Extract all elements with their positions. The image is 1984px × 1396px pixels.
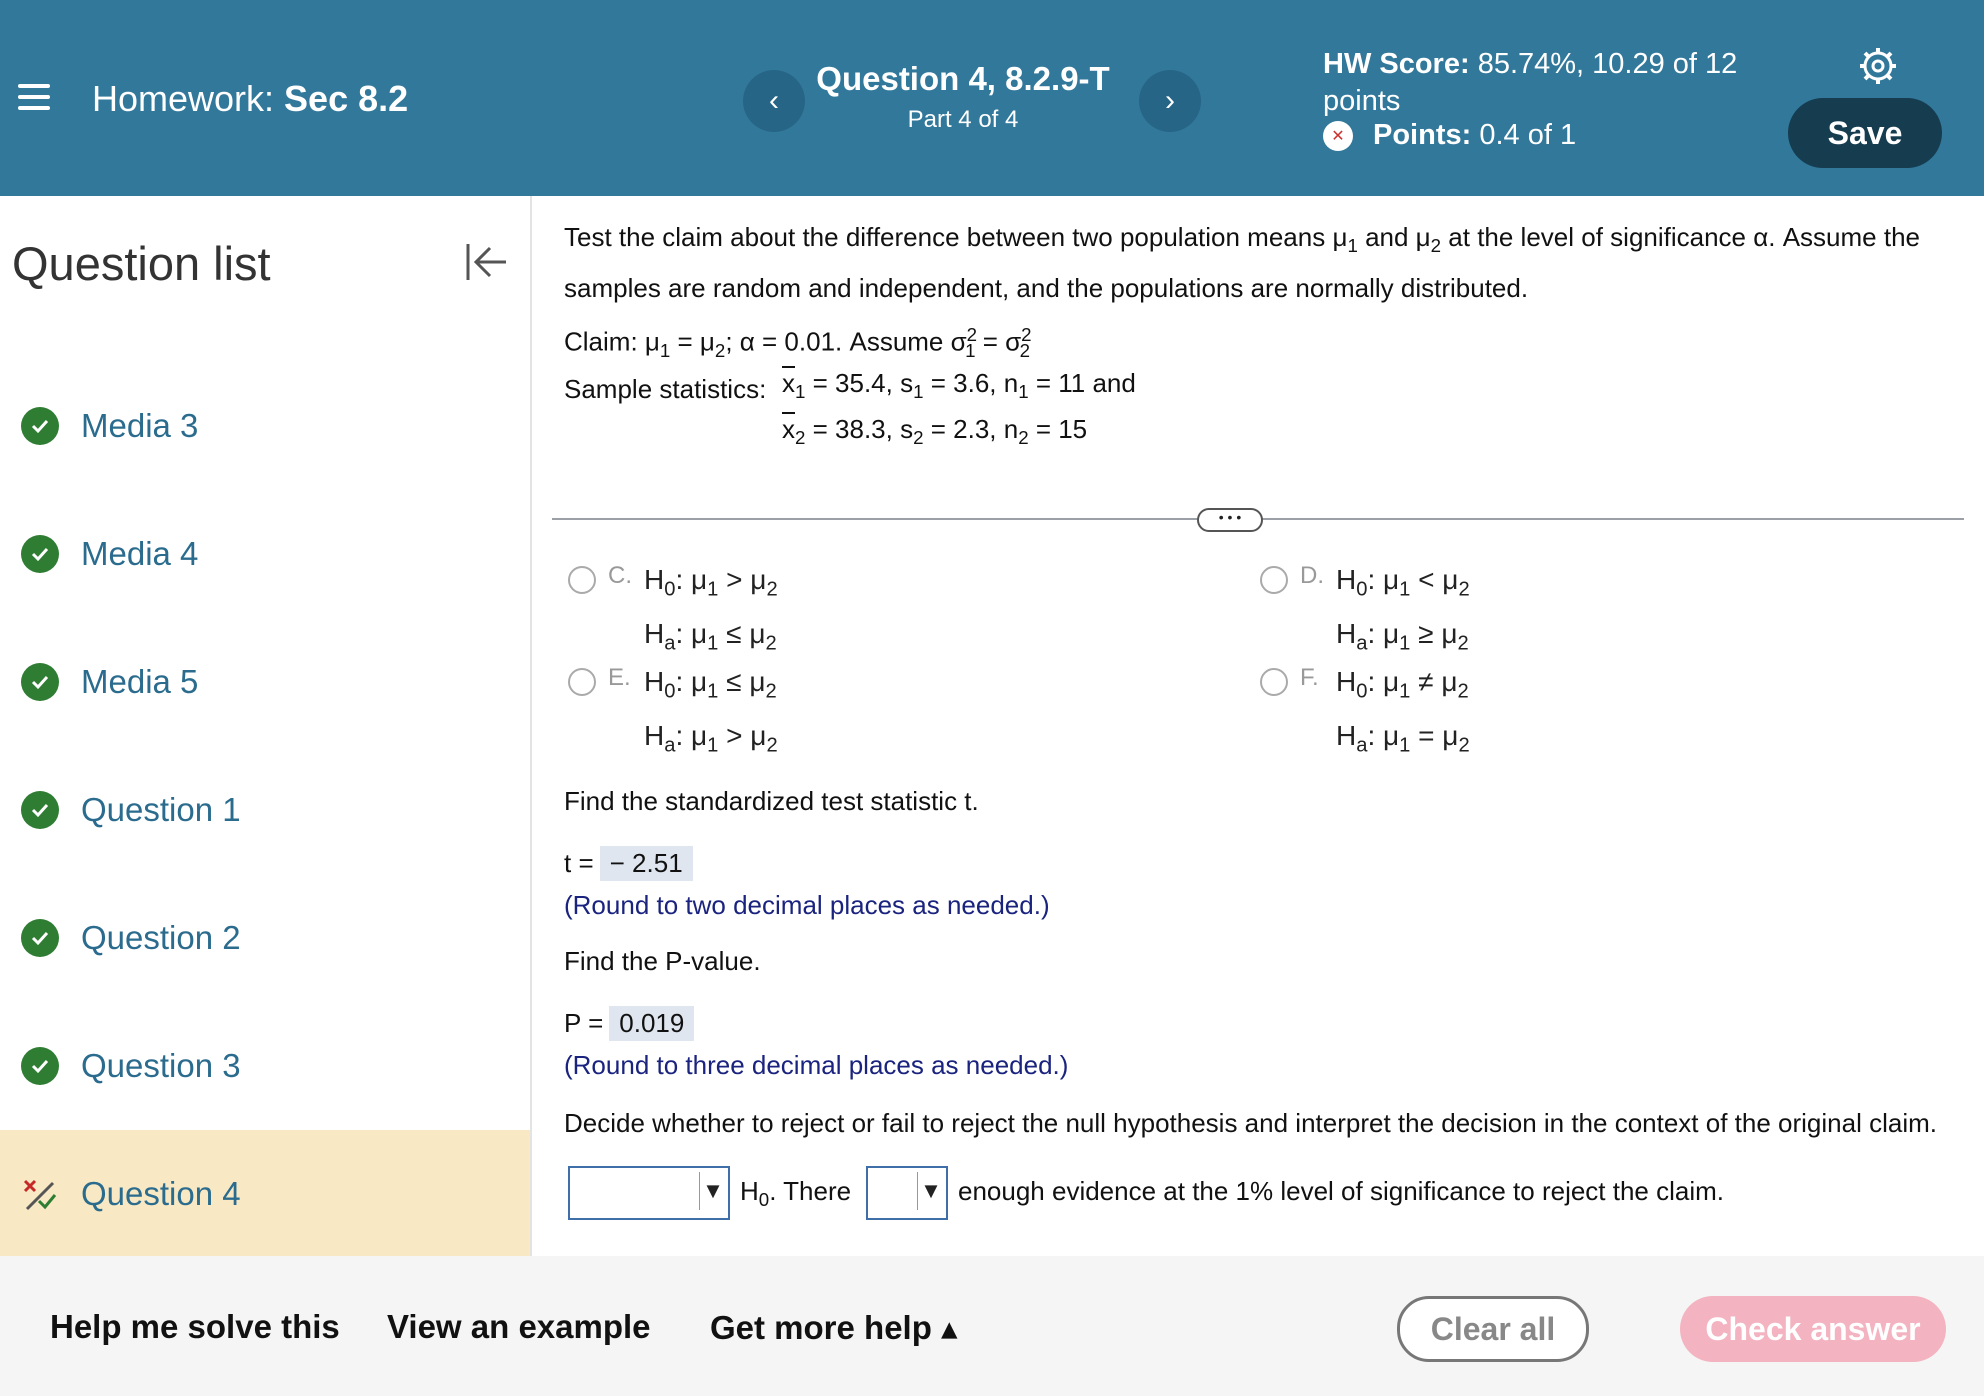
question-list-item-label: Question 2 <box>81 918 241 956</box>
expand-more-button[interactable]: • • • <box>1197 508 1263 532</box>
t-answer-row <box>564 846 693 881</box>
top-bar <box>0 0 1984 196</box>
view-example-button[interactable]: View an example <box>387 1308 651 1345</box>
check-icon <box>21 919 59 957</box>
option-hypotheses: $H_0$: $\mu_1 \ne \mu_2$ $H_a$: $\mu_1 = \mu_2$ <box>1336 666 1470 757</box>
chevron-left-icon: ‹ <box>769 84 779 117</box>
find-p-prompt: Find the P-value. <box>564 946 761 976</box>
t-rounding-hint: (Round to two decimal places as needed.) <box>564 890 1050 920</box>
homework-title <box>92 78 408 120</box>
homework-title-prefix: Homework: <box>92 78 275 119</box>
p-rounding-hint: (Round to three decimal places as needed.) <box>564 1050 1069 1080</box>
claim-text: Claim: $\mu_1 = \mu_2$; α = 0.01. Assume $\sigma^2_1 = \sigma^2_2$ <box>564 324 1032 361</box>
sample-statistics-label: Sample statistics: <box>564 374 767 404</box>
option-letter: E. <box>608 664 631 691</box>
question-list-panel <box>0 196 532 1256</box>
question-list-item-label: Question 1 <box>81 790 241 828</box>
previous-question-button[interactable] <box>743 70 805 132</box>
sample-statistics-line-1: $\overline{x}_1 = 35.4$, $s_1 = 3.6$, $n_1 = 11$ and <box>782 368 1136 403</box>
t-answer-field[interactable]: − 2.51 <box>600 846 693 881</box>
clear-all-button[interactable]: Clear all <box>1397 1296 1589 1362</box>
check-icon <box>21 1047 59 1085</box>
hw-score-label: HW Score: <box>1323 48 1470 80</box>
footer-bar <box>0 1256 1984 1396</box>
check-icon <box>21 663 59 701</box>
help-me-solve-button[interactable]: Help me solve this <box>50 1308 340 1345</box>
hw-score-value: 85.74%, 10.29 of 12 points <box>1323 48 1738 117</box>
option-f[interactable] <box>1260 660 1470 767</box>
check-icon <box>21 535 59 573</box>
question-list-item-label: Media 5 <box>81 662 199 700</box>
option-hypotheses: $H_0$: $\mu_1 < \mu_2$ $H_a$: $\mu_1 \ge \mu_2$ <box>1336 564 1470 655</box>
question-intro: Test the claim about the difference between two population means $\mu_1$ and $\mu_2$ at the level of significance α. Assume the samples are random and independent, and the populations are normally distributed. <box>564 222 1921 304</box>
p-label: P = <box>564 1008 604 1038</box>
check-icon <box>21 407 59 445</box>
option-letter: D. <box>1300 562 1324 589</box>
find-t-prompt: Find the standardized test statistic t. <box>564 786 979 816</box>
p-answer-field[interactable]: 0.019 <box>609 1006 694 1041</box>
option-d[interactable] <box>1260 558 1470 665</box>
option-c[interactable] <box>568 558 778 665</box>
question-part: Part 4 of 4 <box>907 106 1019 133</box>
radio-button[interactable] <box>1260 668 1288 696</box>
points-label: Points: <box>1373 119 1472 151</box>
t-label: t = <box>564 848 594 878</box>
radio-button[interactable] <box>1260 566 1288 594</box>
gear-icon[interactable] <box>1858 46 1898 86</box>
question-list-item-label: Question 4 <box>81 1174 241 1212</box>
question-title: Question 4, 8.2.9-T <box>816 60 1110 97</box>
collapse-panel-icon[interactable] <box>462 238 510 286</box>
question-list-title: Question list <box>12 237 271 290</box>
get-more-help-button[interactable]: Get more help ▴ <box>710 1309 958 1346</box>
check-icon <box>21 791 59 829</box>
points-value: 0.4 of 1 <box>1479 119 1577 151</box>
option-letter: F. <box>1300 664 1319 691</box>
question-list-item-media-3[interactable] <box>0 362 530 489</box>
decision-prompt: Decide whether to reject or fail to reject the null hypothesis and interpret the decision in the context of the original claim. <box>564 1108 1937 1138</box>
reject-decision-dropdown[interactable] <box>568 1166 730 1220</box>
next-question-button[interactable] <box>1139 70 1201 132</box>
option-hypotheses: $H_0$: $\mu_1 \le \mu_2$ $H_a$: $\mu_1 > \mu_2$ <box>644 666 778 757</box>
chevron-right-icon: › <box>1165 84 1175 117</box>
points <box>1323 119 1576 152</box>
hw-score <box>1323 46 1783 120</box>
decision-h0-text: $H_0$. There <box>740 1176 852 1211</box>
question-list-item-media-5[interactable] <box>0 618 530 745</box>
option-letter: C. <box>608 562 632 589</box>
question-list-item-question-2[interactable] <box>0 874 530 1001</box>
homework-section: Sec 8.2 <box>284 78 409 119</box>
radio-button[interactable] <box>568 668 596 696</box>
hamburger-menu-icon[interactable] <box>18 84 50 110</box>
sample-statistics-line-2: $\overline{x}_2 = 38.3$, $s_2 = 2.3$, $n_2 = 15$ <box>782 414 1088 449</box>
option-hypotheses: $H_0$: $\mu_1 > \mu_2$ $H_a$: $\mu_1 \le \mu_2$ <box>644 564 778 655</box>
decision-tail-text: enough evidence at the 1% level of significance to reject the claim. <box>958 1176 1725 1206</box>
partial-credit-icon <box>21 1175 59 1213</box>
question-content <box>532 196 1984 1256</box>
check-answer-button[interactable]: Check answer <box>1680 1296 1946 1362</box>
question-list-item-label: Media 3 <box>81 406 199 444</box>
radio-button[interactable] <box>568 566 596 594</box>
dropdown-arrow-icon: ▼ <box>699 1172 726 1210</box>
question-list-item-label: Question 3 <box>81 1046 241 1084</box>
question-list-item-media-4[interactable] <box>0 490 530 617</box>
save-button[interactable]: Save <box>1788 98 1942 168</box>
p-answer-row <box>564 1006 694 1041</box>
option-e[interactable] <box>568 660 778 767</box>
question-list-item-question-1[interactable] <box>0 746 530 873</box>
question-list-item-question-3[interactable] <box>0 1002 530 1129</box>
question-list-item-question-4[interactable] <box>0 1130 530 1257</box>
question-list-item-label: Media 4 <box>81 534 199 572</box>
partial-credit-icon: ✕ <box>1323 121 1353 151</box>
evidence-dropdown[interactable] <box>866 1166 948 1220</box>
dropdown-arrow-icon: ▼ <box>917 1172 944 1210</box>
